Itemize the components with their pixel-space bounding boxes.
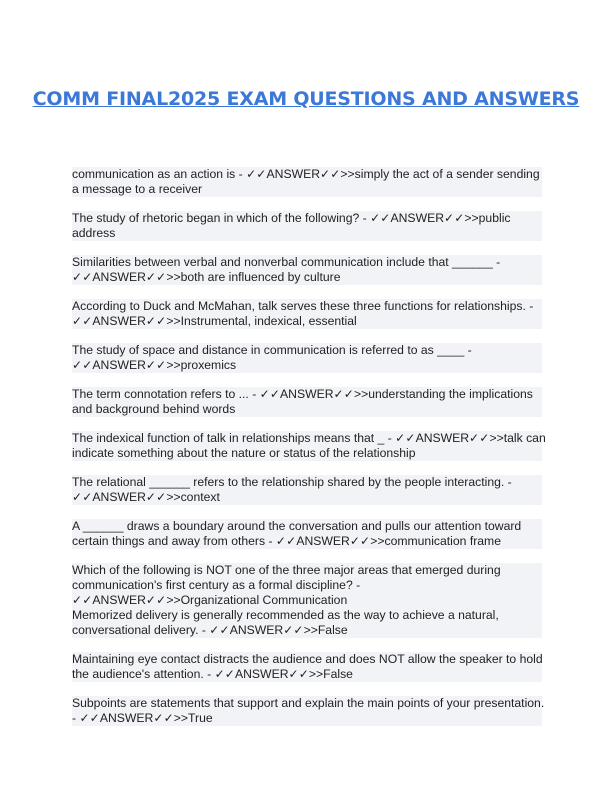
qa-line: According to Duck and McMahan, talk serves these three functions for relationships. - (72, 299, 542, 314)
qa-line: Which of the following is NOT one of the three major areas that emerged during (72, 563, 542, 578)
qa-line: The term connotation refers to ... - ✓✓ANSWER✓✓>>understanding the implications (72, 387, 542, 402)
qa-line: The relational ______ refers to the relationship shared by the people interacting. - (72, 475, 542, 490)
qa-line: a message to a receiver (72, 182, 542, 197)
qa-line: The indexical function of talk in relationships means that _ - ✓✓ANSWER✓✓>>talk can (72, 431, 546, 445)
qa-line: address (72, 226, 542, 241)
qa-item (72, 431, 546, 461)
qa-line: A ______ draws a boundary around the conversation and pulls our attention toward (72, 519, 542, 534)
qa-item (72, 652, 542, 682)
qa-line: Maintaining eye contact distracts the audience and does NOT allow the speaker to hold (72, 652, 543, 666)
qa-list (72, 167, 546, 726)
qa-line: and background behind words (72, 402, 542, 417)
qa-line: Memorized delivery is generally recommended as the way to achieve a natural, (72, 608, 542, 623)
qa-line: ✓✓ANSWER✓✓>>proxemics (72, 358, 542, 373)
qa-line: Similarities between verbal and nonverbal communication include that ______ - (72, 255, 542, 270)
qa-item (72, 696, 545, 726)
qa-line: ✓✓ANSWER✓✓>>Instrumental, indexical, essential (72, 314, 542, 329)
qa-line: ✓✓ANSWER✓✓>>both are influenced by culture (72, 270, 542, 285)
qa-line: ✓✓ANSWER✓✓>>Organizational Communication (72, 593, 542, 608)
qa-item (72, 475, 542, 505)
qa-item (72, 519, 542, 549)
qa-line: conversational delivery. - ✓✓ANSWER✓✓>>False (72, 623, 542, 638)
document-title: COMM FINAL2025 EXAM QUESTIONS AND ANSWERS (32, 88, 580, 110)
qa-line: The study of rhetoric began in which of the following? - ✓✓ANSWER✓✓>>public (72, 211, 542, 226)
qa-line: the audience's attention. - ✓✓ANSWER✓✓>>False (72, 667, 542, 682)
qa-item (72, 299, 542, 329)
qa-line: communication's first century as a formal discipline? - (72, 578, 542, 593)
qa-line: - ✓✓ANSWER✓✓>>True (72, 711, 542, 726)
qa-item (72, 211, 542, 241)
qa-item (72, 255, 542, 285)
qa-line: ✓✓ANSWER✓✓>>context (72, 490, 542, 505)
qa-line: communication as an action is - ✓✓ANSWER✓✓>>simply the act of a sender sending (72, 167, 542, 182)
qa-item (72, 167, 542, 197)
qa-line: Subpoints are statements that support and explain the main points of your presentation. (72, 696, 545, 710)
qa-item (72, 563, 542, 638)
qa-line: certain things and away from others - ✓✓ANSWER✓✓>>communication frame (72, 534, 542, 549)
qa-line: The study of space and distance in communication is referred to as ____ - (72, 343, 542, 358)
qa-line: indicate something about the nature or status of the relationship (72, 446, 542, 461)
qa-item (72, 387, 542, 417)
qa-item (72, 343, 542, 373)
